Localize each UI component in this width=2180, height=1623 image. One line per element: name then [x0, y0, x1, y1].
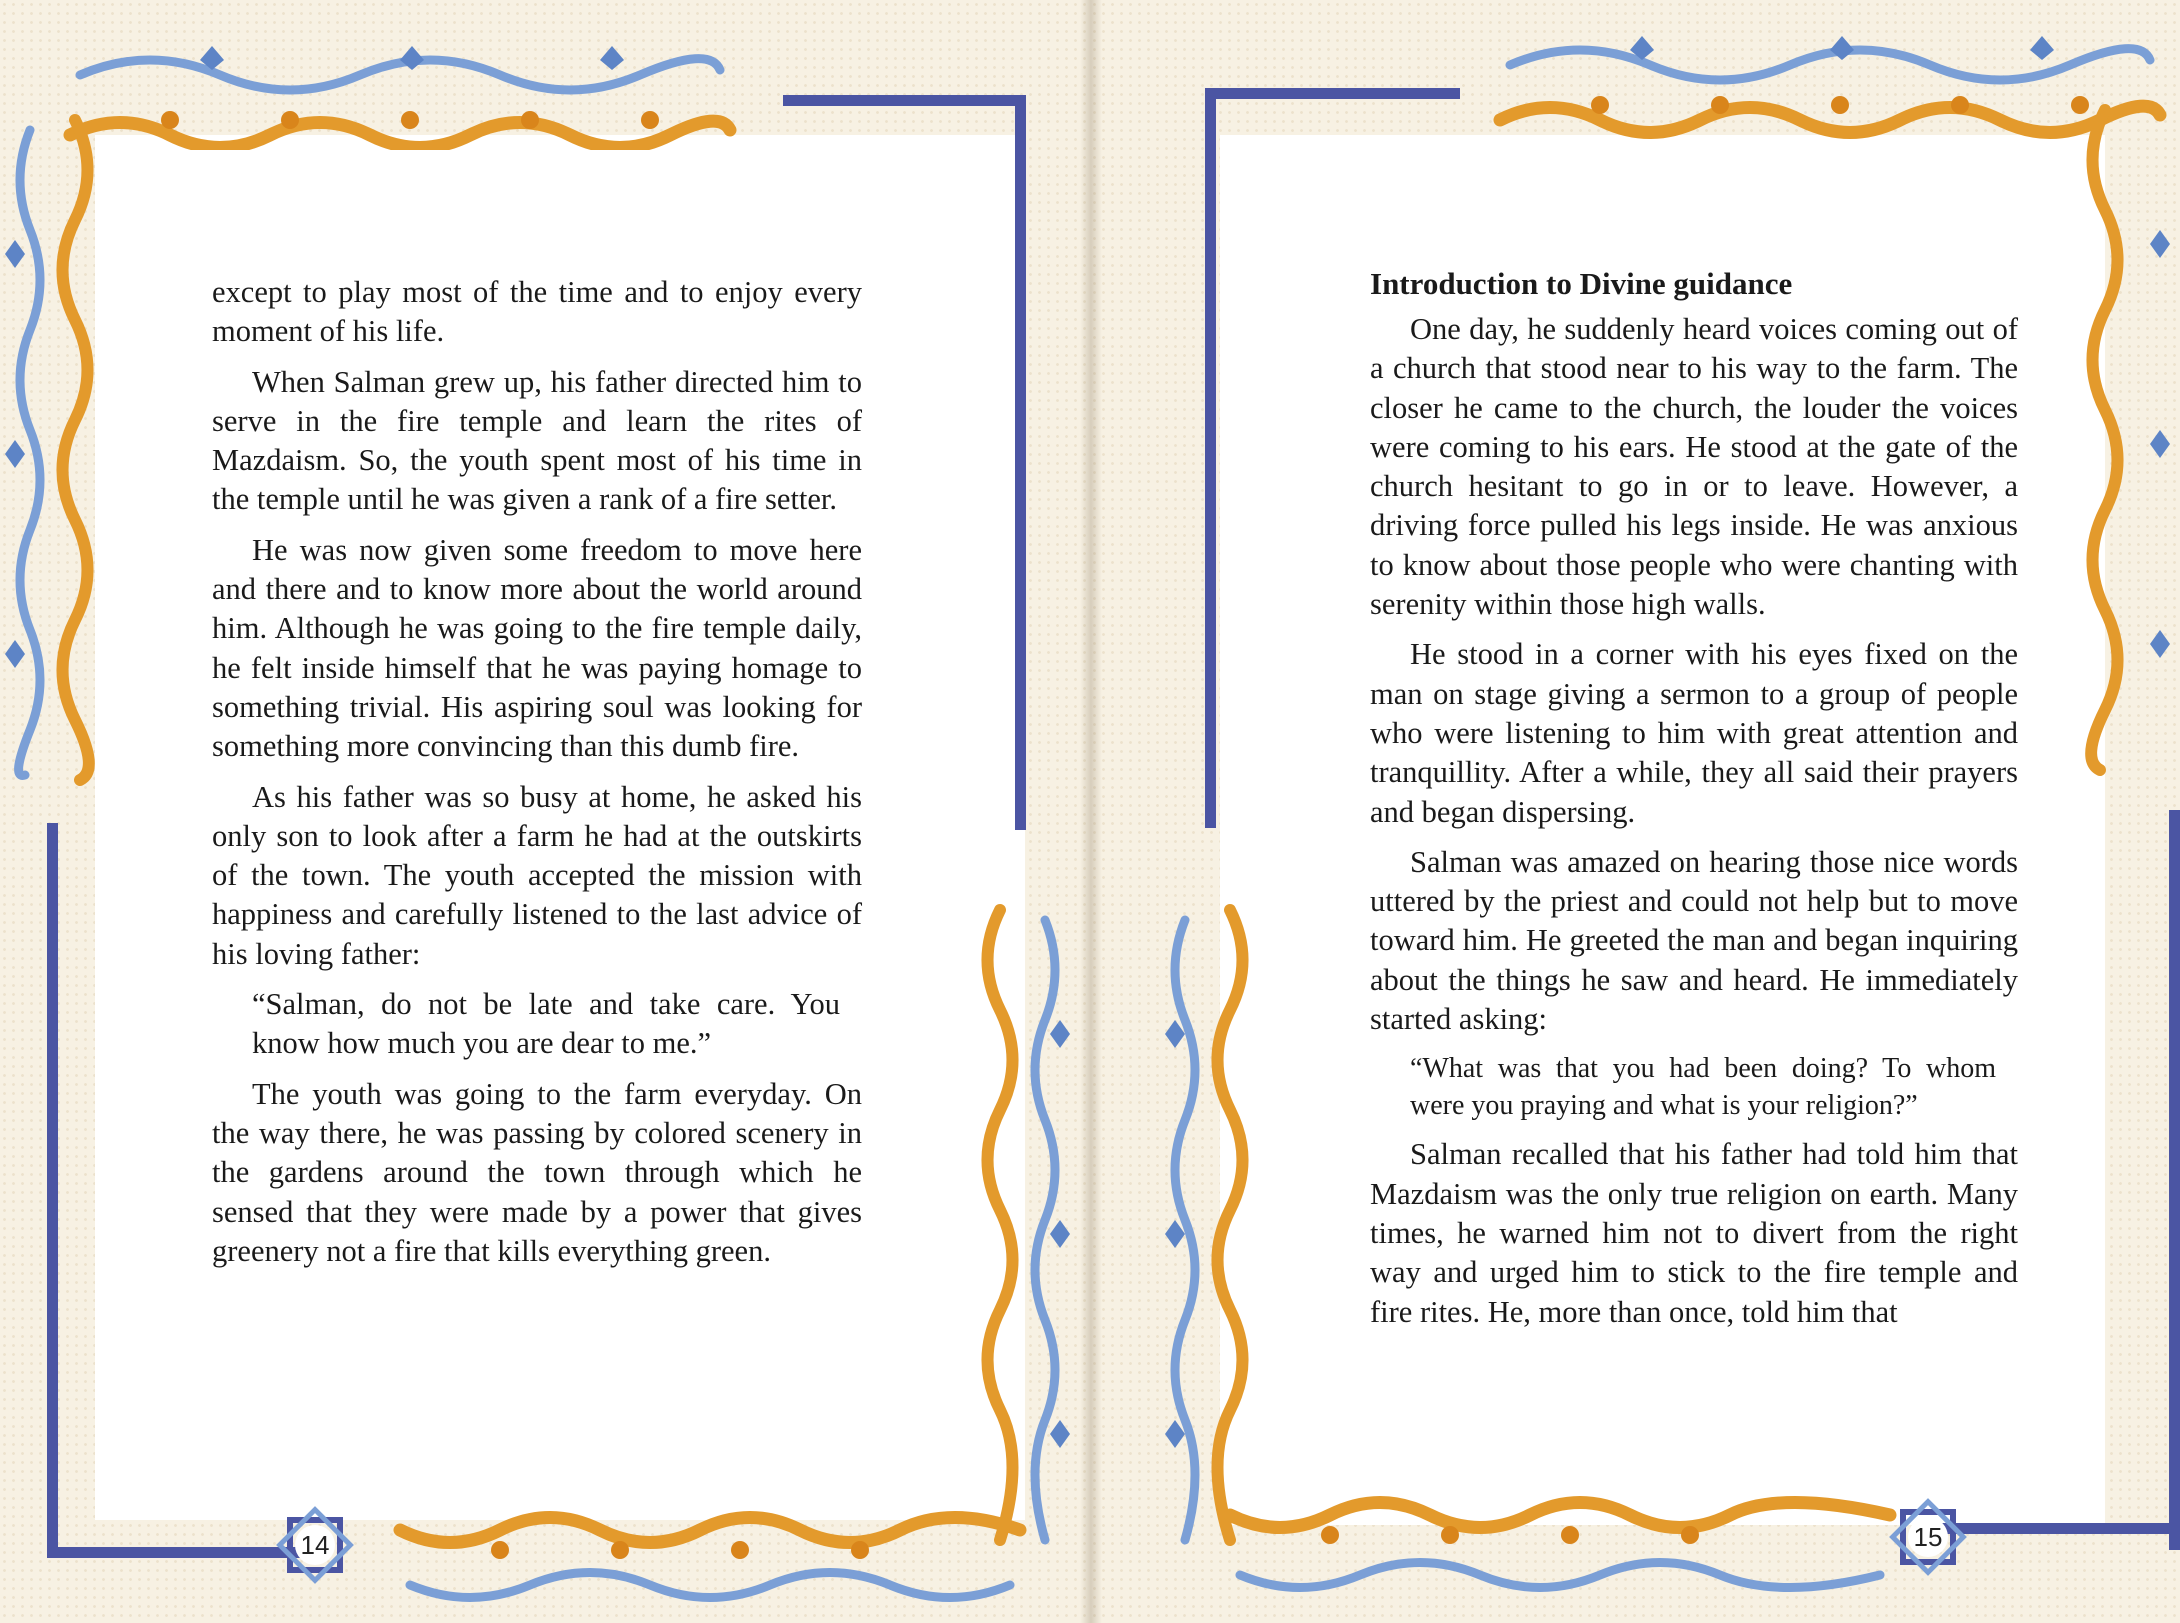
right-bottom-ornament: [1220, 1490, 1900, 1610]
paragraph: As his father was so busy at home, he asked his only son to look after a farm he had at the outskirts of the town. The youth accepted the mission with happiness and carefully listened to the last advice of his loving father:: [212, 779, 862, 971]
right-page: [1090, 0, 2180, 1623]
left-bottom-frame-bar: [47, 1547, 307, 1558]
left-left-frame-bar: [47, 823, 58, 1558]
right-inner-ornament: [1165, 900, 1260, 1550]
left-side-ornament: [5, 110, 100, 790]
book-gutter: [1080, 0, 1102, 1623]
left-top-ornament: [60, 40, 740, 150]
paragraph: Salman recalled that his father had told him that Mazdaism was the only true religion on earth. Many times, he warned him not to divert from the right way and urged him to stick to the fire temple and fire rites. He, more than once, told him that: [1370, 1137, 2018, 1329]
right-side-ornament: [2080, 100, 2175, 780]
father-quote: “Salman, do not be late and take care. You know how much you are dear to me.”: [252, 987, 840, 1061]
right-bottom-frame-bar: [1938, 1523, 2180, 1534]
left-inner-ornament: [975, 900, 1070, 1550]
right-top-frame-bar: [1205, 88, 1460, 99]
paragraph: The youth was going to the farm everyday. On the way there, he was passing by colored scenery in the gardens around the town through which he sensed that they were made by a power that gives greenery not a fire that kills everything green.: [212, 1076, 862, 1268]
salman-quote: “What was that you had been doing? To whom were you praying and what is your religion?”: [1410, 1053, 1996, 1122]
paragraph: He was now given some freedom to move here and there and to know more about the world around him. Although he was going to the fire temple daily, he felt inside himself that he was paying homage to something trivial. His aspiring soul was looking for something more convincing than this dumb fire.: [212, 532, 862, 764]
left-bottom-ornament: [390, 1505, 1030, 1615]
paragraph: Salman was amazed on hearing those nice words uttered by the priest and could not help but to move toward him. He greeted the man and began inquiring about the things he saw and heard. He immediately started asking:: [1370, 844, 2018, 1037]
left-body-text: [212, 273, 862, 1282]
paragraph: He stood in a corner with his eyes fixed on the man on stage giving a sermon to a group of people who were listening to him with great attention and tranquillity. After a while, they all said their prayers and began dispersing.: [1370, 637, 2018, 829]
section-heading: Introduction to Divine guidance: [1370, 266, 1793, 301]
paragraph: except to play most of the time and to enjoy every moment of his life.: [212, 275, 862, 349]
paragraph: When Salman grew up, his father directed him to serve in the fire temple and learn the rites of Mazdaism. So, the youth spent most of his time in the temple until he was given a rank of a fire setter.: [212, 364, 862, 517]
right-top-ornament: [1490, 30, 2170, 140]
right-right-frame-bar: [2169, 810, 2180, 1550]
right-body-text: [1370, 264, 2018, 1343]
left-right-frame-bar: [1015, 95, 1026, 830]
paragraph: One day, he suddenly heard voices coming out of a church that stood near to his way to the farm. The closer he came to the church, the louder the voices were coming to his ears. He stood at the gate of the church hesitant to go in or to leave. However, a driving force pulled his legs inside. He was anxious to know about those people who were chanting with serenity within those high walls.: [1370, 312, 2018, 622]
left-page-number: 14: [300, 1529, 330, 1560]
right-page-number: 15: [1913, 1521, 1943, 1552]
left-top-frame-bar: [783, 95, 1026, 106]
right-left-frame-bar: [1205, 88, 1216, 828]
